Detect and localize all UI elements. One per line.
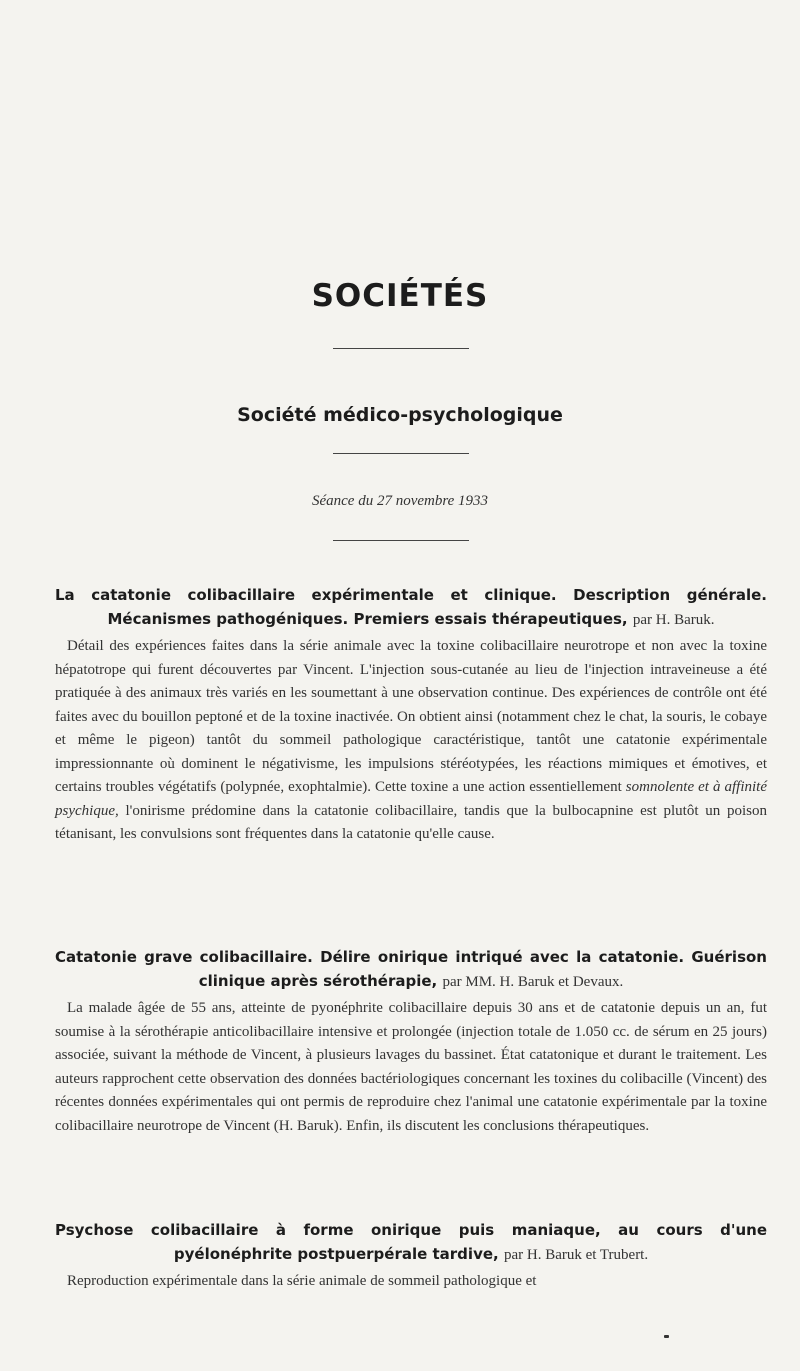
page-title: SOCIÉTÉS [311,278,489,314]
society-heading: Société médico-psychologique [237,404,563,426]
article-byline: par H. Baruk et Trubert. [503,1247,649,1263]
divider [333,348,469,349]
article-heading: Catatonie grave colibacillaire. Délire onirique intriqué avec la catatonie. Guérison clinique après sérothérapie, par MM. H. Baruk et Devaux. [55,948,767,990]
article-byline: par H. Baruk. [632,612,715,628]
article-body: Détail des expériences faites dans la série animale avec la toxine colibacillaire neurotrope et non avec la toxine hépatotrope qui furent découvertes par Vincent. L'injection sous-cutanée au lieu de l'injection intraveineuse a été pratiquée à des animaux très variés en les soumettant à une observation continue. Des expériences de contrôle ont été faites avec du bouillon peptoné et de la toxine inactivée. On obtient ainsi (notamment chez le chat, la souris, le cobaye et même le pigeon) tantôt du sommeil pathologique caractéristique, tantôt une catatonie expérimentale impressionnante où dominent le négativisme, les impulsions stéréotypées, les réactions mimiques et émotives, et certains troubles végétatifs (polypnée, exophtalmie). Cette toxine a une action essentiellement somnolente et à affinité psychique, l'onirisme prédomine dans la catatonie colibacillaire, tandis que la bulbocapnine est plutôt un poison tétanisant, les convulsions sont fréquentes dans la catatonie qu'elle cause. [55,638,768,842]
divider [333,540,469,541]
divider [333,453,469,454]
article-body: La malade âgée de 55 ans, atteinte de pyonéphrite colibacillaire depuis 30 ans et de catatonie depuis un an, fut soumise à la sérothérapie anticolibacillaire intensive et prolongée (injection totale de 1.050 cc. de sérum en 25 jours) associée, suivant la méthode de Vincent, à plusieurs lavages du bassinet. État catatonique et durant le traitement. Les auteurs rapprochent cette observation des données bactériologiques concernant les toxines du colibacille (Vincent) des récentes données expérimentales qui ont permis de reproduire chez l'animal une catatonie expérimentale par la toxine colibacillaire neurotrope de Vincent (H. Baruk). Enfin, ils discutent les conclusions thérapeutiques. [55,1000,767,1134]
article-body: Reproduction expérimentale dans la série animale de sommeil pathologique et [67,1273,537,1289]
ink-mark [664,1335,669,1338]
article-3 [55,1218,767,1294]
session-date: Séance du 27 novembre 1933 [311,493,489,509]
article-byline: par MM. H. Baruk et Devaux. [442,974,624,990]
article-heading: Psychose colibacillaire à forme onirique puis maniaque, au cours d'une pyélonéphrite postpuerpérale tardive, par H. Baruk et Trubert. [55,1221,767,1263]
article-1 [55,583,767,847]
article-2 [55,945,767,1138]
article-heading: La catatonie colibacillaire expérimentale et clinique. Description générale. Mécanismes pathogéniques. Premiers essais thérapeutiques, par H. Baruk. [55,586,767,628]
